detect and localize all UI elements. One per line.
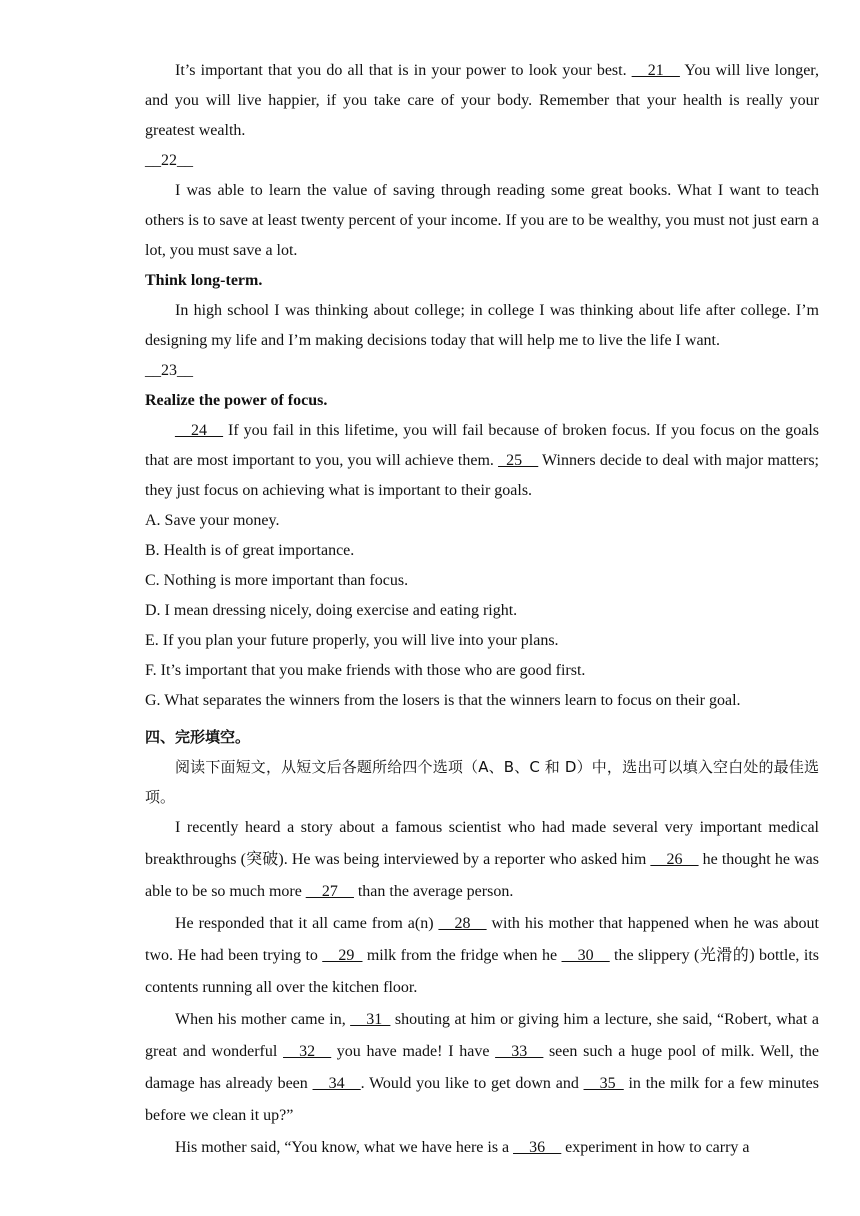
blank-23: __23__ [145,362,193,379]
section-4-title: 四、完形填空。 [145,728,251,746]
option-g: G. What separates the winners from the losers is that the winners learn to focus on their goal. [145,692,741,709]
blank-31: __31_ [350,1011,391,1028]
passage2-paragraph-1: I recently heard a story about a famous scientist who had made several very important medical breakthroughs (突破). He was being interviewed by a reporter who asked him __26__ he thought he was able to be so much more __27__ than the average person. [145,819,819,900]
blank-35: __35_ [583,1075,624,1092]
heading-power-of-focus: Realize the power of focus. [145,392,328,409]
blank-25: _25__ [498,452,539,469]
passage1-paragraph-2: I was able to learn the value of saving through reading some great books. What I want to teach others is to save at least twenty percent of your income. If you are to be wealthy, you must not just earn a lot, you must save a lot. [145,182,819,259]
passage1-paragraph-4: __24__ If you fail in this lifetime, you will fail because of broken focus. If you focus on the goals that are most important to you, you will achieve them. _25__ Winners decide to deal with major matters; they just focus on achieving what is important to their goals. [145,422,820,499]
blank-28: __28__ [438,915,487,932]
blank-36: __36__ [513,1139,562,1156]
blank-24: __24__ [175,422,223,439]
blank-21: __21__ [631,62,680,79]
passage1-paragraph-1: It’s important that you do all that is in your power to look your best. __21__ You will live longer, and you will live happier, if you take care of your body. Remember that your health is really your greatest wealth. [145,62,819,139]
blank-30: __30__ [561,947,610,964]
blank-29: __29_ [322,947,363,964]
blank-34: __34__ [312,1075,361,1092]
blank-26: __26__ [650,851,699,868]
document-page [145,56,819,1164]
option-a: A. Save your money. [145,512,280,529]
option-f: F. It’s important that you make friends with those who are good first. [145,662,586,679]
passage2-paragraph-3: When his mother came in, __31_ shouting at him or giving him a lecture, she said, “Robert, what a great and wonderful __32__ you have made! I have __33__ seen such a huge pool of milk. Well, the damage has already been __34__. Would you like to get down and __35_ in the milk for a few minutes before we clean it up?” [145,1011,820,1124]
option-e: E. If you plan your future properly, you will live into your plans. [145,632,559,649]
blank-33: __33__ [495,1043,544,1060]
option-b: B. Health is of great importance. [145,542,355,559]
option-c: C. Nothing is more important than focus. [145,572,409,589]
blank-22: __22__ [145,152,193,169]
passage2-paragraph-2: He responded that it all came from a(n) __28__ with his mother that happened when he was about two. He had been trying to __29_ milk from the fridge when he __30__ the slippery (光滑的) bottle, its contents running all over the kitchen floor. [145,915,820,996]
blank-32: __32__ [283,1043,332,1060]
option-d: D. I mean dressing nicely, doing exercise and eating right. [145,602,518,619]
section-4-instruction: 阅读下面短文，从短文后各题所给四个选项（A、B、C 和 D）中，选出可以填入空白处的最佳选项。 [145,758,819,806]
blank-27: __27__ [305,883,354,900]
passage2-paragraph-4: His mother said, “You know, what we have here is a __36__ experiment in how to carry a [175,1139,750,1156]
passage1-paragraph-3: In high school I was thinking about college; in college I was thinking about life after college. I’m designing my life and I’m making decisions today that will help me to live the life I want. [145,302,819,349]
heading-think-long-term: Think long-term. [145,272,263,289]
